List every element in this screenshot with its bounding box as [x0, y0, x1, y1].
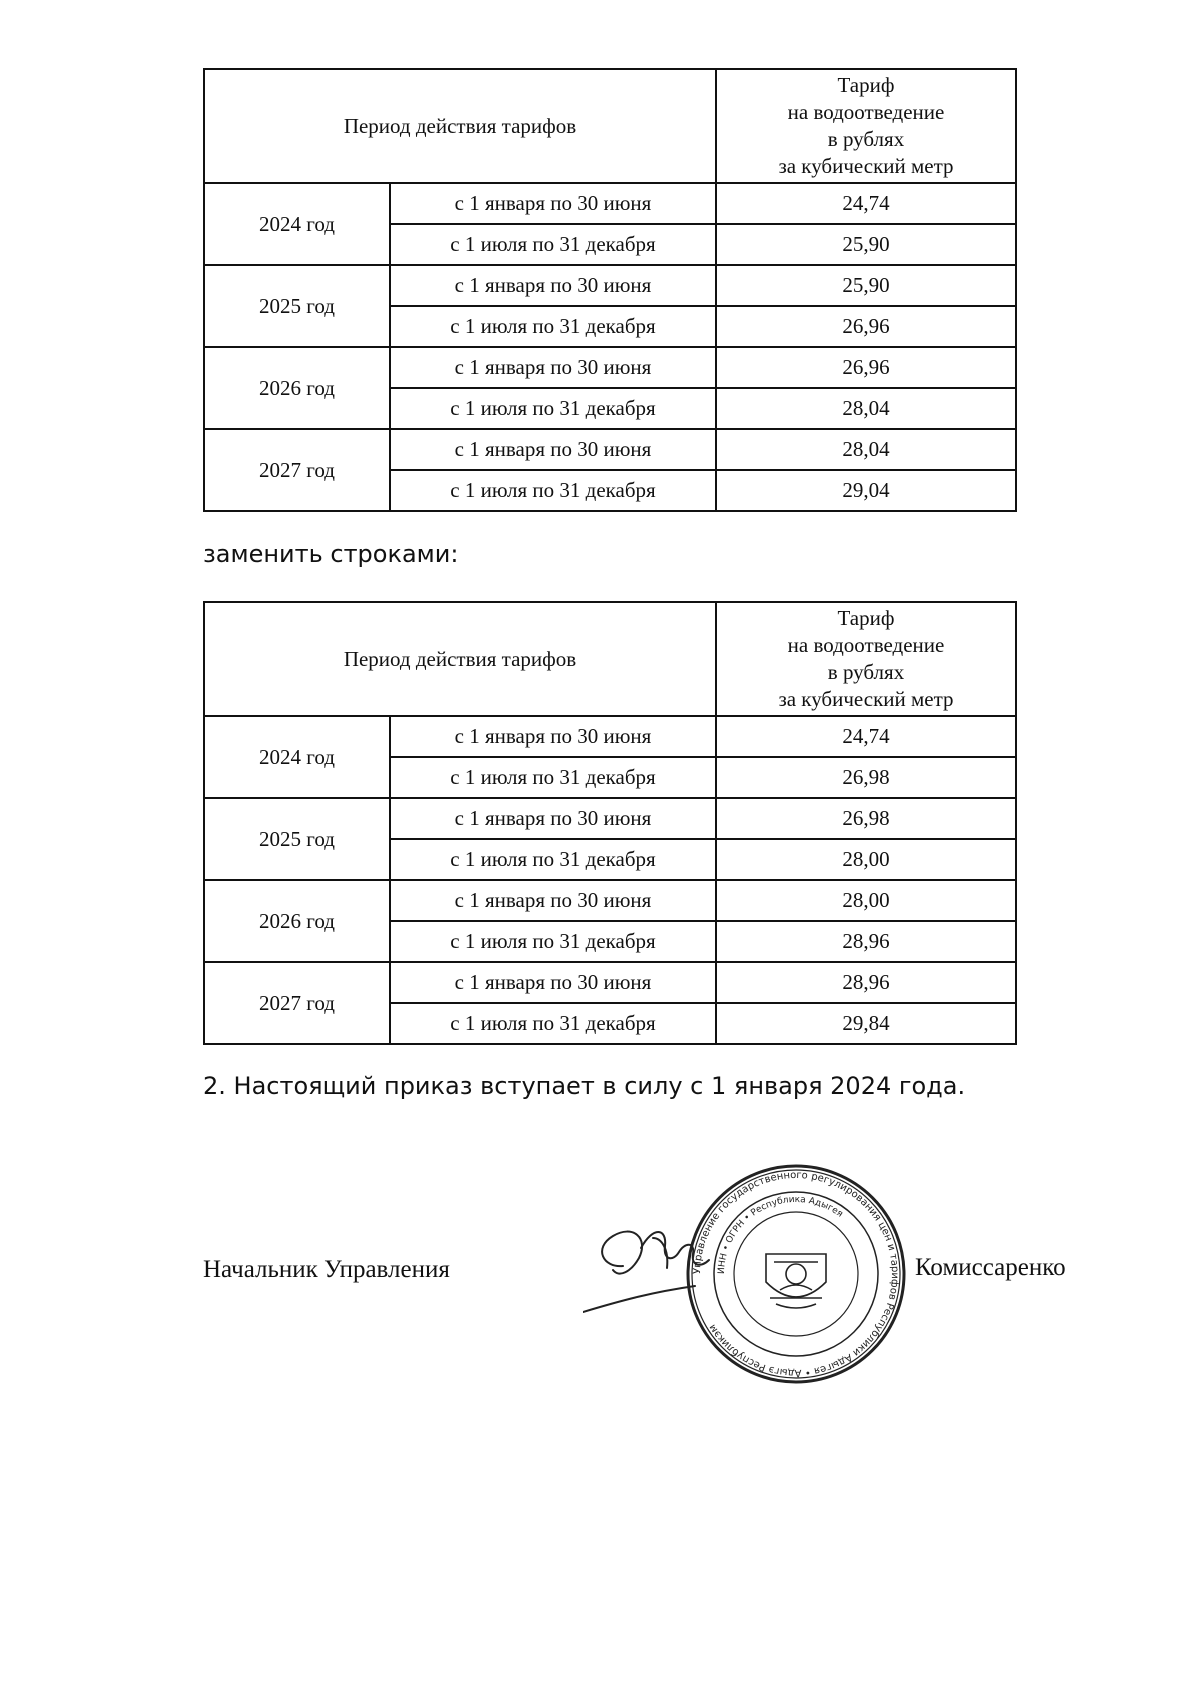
period-cell: с 1 июля по 31 декабря	[390, 757, 716, 798]
period-cell: с 1 июля по 31 декабря	[390, 388, 716, 429]
value-cell: 26,98	[716, 798, 1016, 839]
signer-title: Начальник Управления	[203, 1256, 450, 1283]
period-cell: с 1 июля по 31 декабря	[390, 470, 716, 511]
value-cell: 28,04	[716, 429, 1016, 470]
table-row	[204, 880, 1016, 921]
table-header-row	[204, 69, 1016, 183]
period-cell: с 1 января по 30 июня	[390, 265, 716, 306]
table-row	[204, 716, 1016, 757]
year-cell: 2024 год	[204, 183, 390, 265]
value-cell: 29,84	[716, 1003, 1016, 1044]
table-row	[204, 265, 1016, 306]
period-cell: с 1 июля по 31 декабря	[390, 921, 716, 962]
year-cell: 2027 год	[204, 429, 390, 511]
effective-date-clause: 2. Настоящий приказ вступает в силу с 1 января 2024 года.	[203, 1072, 966, 1100]
table-row	[204, 429, 1016, 470]
value-cell: 29,04	[716, 470, 1016, 511]
value-cell: 25,90	[716, 265, 1016, 306]
value-cell: 28,96	[716, 921, 1016, 962]
year-cell: 2024 год	[204, 716, 390, 798]
tariff-header: Тариф на водоотведение в рублях за кубический метр	[716, 602, 1016, 716]
period-cell: с 1 января по 30 июня	[390, 962, 716, 1003]
period-cell: с 1 января по 30 июня	[390, 429, 716, 470]
value-cell: 24,74	[716, 183, 1016, 224]
value-cell: 24,74	[716, 716, 1016, 757]
period-cell: с 1 июля по 31 декабря	[390, 224, 716, 265]
year-cell: 2026 год	[204, 880, 390, 962]
year-cell: 2025 год	[204, 265, 390, 347]
period-cell: с 1 июля по 31 декабря	[390, 1003, 716, 1044]
period-cell: с 1 января по 30 июня	[390, 880, 716, 921]
replace-instruction: заменить строками:	[203, 540, 459, 568]
stamp-inner-text: ИНН • ОГРН • Республика Адыгея	[716, 1194, 845, 1275]
table-header-row	[204, 602, 1016, 716]
table-row	[204, 183, 1016, 224]
period-header: Период действия тарифов	[204, 602, 716, 716]
old-tariff-table	[203, 68, 1017, 512]
value-cell: 28,04	[716, 388, 1016, 429]
period-cell: с 1 июля по 31 декабря	[390, 306, 716, 347]
stamp-outer-text: Управление государственного регулирования цен и тарифов Республики Адыгея • Адыгэ Республикэм	[691, 1169, 901, 1379]
year-cell: 2027 год	[204, 962, 390, 1044]
tariff-header: Тариф на водоотведение в рублях за кубический метр	[716, 69, 1016, 183]
period-cell: с 1 января по 30 июня	[390, 716, 716, 757]
value-cell: 26,96	[716, 347, 1016, 388]
table-row	[204, 798, 1016, 839]
value-cell: 26,98	[716, 757, 1016, 798]
table-row	[204, 347, 1016, 388]
signer-name: Комиссаренко	[915, 1254, 1066, 1281]
value-cell: 28,00	[716, 839, 1016, 880]
period-cell: с 1 января по 30 июня	[390, 183, 716, 224]
period-cell: с 1 января по 30 июня	[390, 798, 716, 839]
value-cell: 28,96	[716, 962, 1016, 1003]
table-row	[204, 962, 1016, 1003]
value-cell: 26,96	[716, 306, 1016, 347]
period-header: Период действия тарифов	[204, 69, 716, 183]
value-cell: 28,00	[716, 880, 1016, 921]
value-cell: 25,90	[716, 224, 1016, 265]
year-cell: 2026 год	[204, 347, 390, 429]
period-cell: с 1 января по 30 июня	[390, 347, 716, 388]
handwritten-signature	[583, 1208, 803, 1328]
new-tariff-table	[203, 601, 1017, 1045]
year-cell: 2025 год	[204, 798, 390, 880]
period-cell: с 1 июля по 31 декабря	[390, 839, 716, 880]
